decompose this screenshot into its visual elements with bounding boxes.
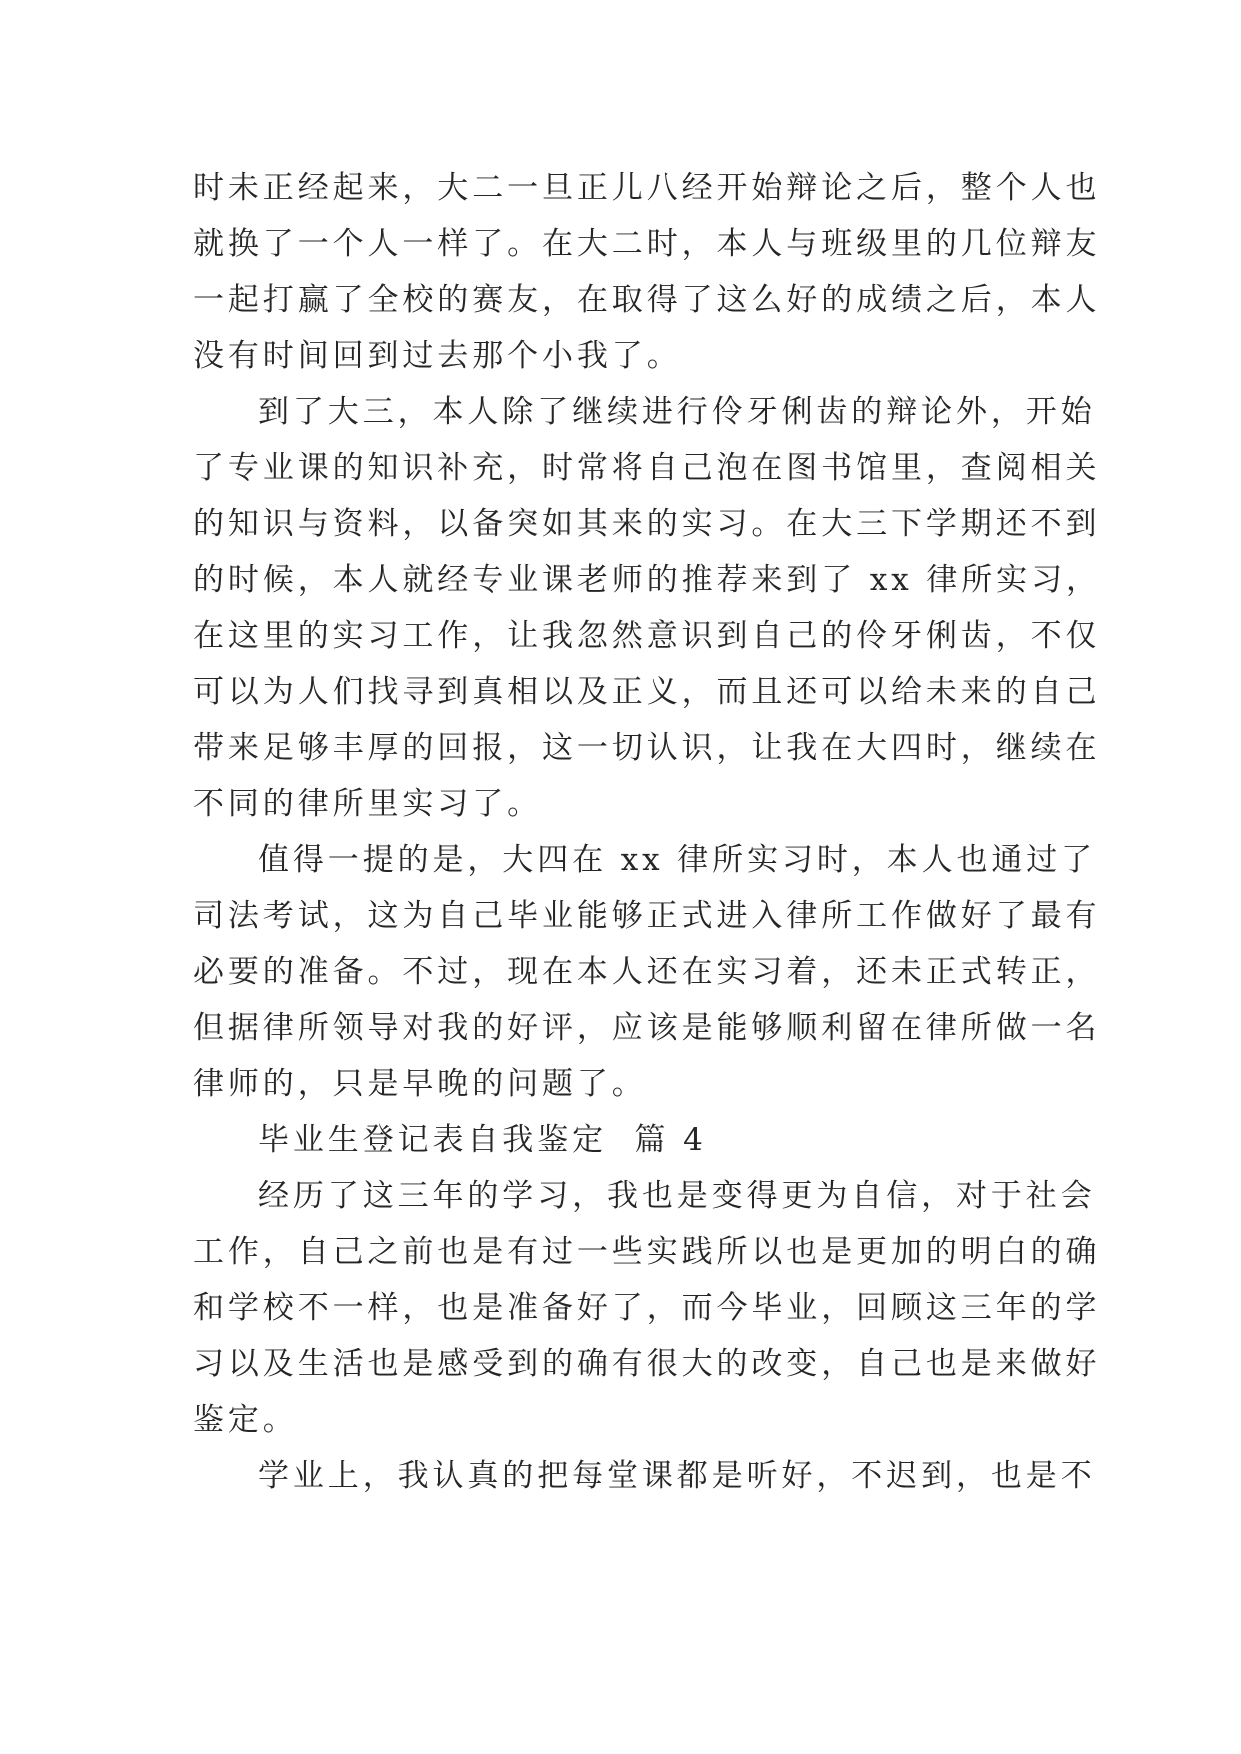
- paragraph-2-line-5: 在这里的实习工作，让我忽然意识到自己的伶牙俐齿，不仅: [193, 618, 1101, 654]
- paragraph-3-line-4: 但据律所领导对我的好评，应该是能够顺利留在律所做一名: [193, 1010, 1101, 1046]
- paragraph-2-line-7: 带来足够丰厚的回报，这一切认识，让我在大四时，继续在: [193, 730, 1101, 766]
- paragraph-3-line-3: 必要的准备。不过，现在本人还在实习着，还未正式转正，: [193, 954, 1101, 990]
- paragraph-2-line-1: 到了大三，本人除了继续进行伶牙俐齿的辩论外，开始: [258, 394, 1096, 430]
- paragraph-1-line-1: 时未正经起来，大二一旦正儿八经开始辩论之后，整个人也: [193, 170, 1101, 206]
- paragraph-5-line-1: 学业上，我认真的把每堂课都是听好，不迟到，也是不: [258, 1458, 1096, 1494]
- paragraph-4-line-3: 和学校不一样，也是准备好了，而今毕业，回顾这三年的学: [193, 1290, 1101, 1326]
- section-heading: 毕业生登记表自我鉴定 篇 4: [258, 1122, 707, 1158]
- paragraph-2-line-2: 了专业课的知识补充，时常将自己泡在图书馆里，查阅相关: [193, 450, 1101, 486]
- paragraph-4-line-4: 习以及生活也是感受到的确有很大的改变，自己也是来做好: [193, 1346, 1101, 1382]
- paragraph-4-line-2: 工作，自己之前也是有过一些实践所以也是更加的明白的确: [193, 1234, 1101, 1270]
- paragraph-2-line-6: 可以为人们找寻到真相以及正义，而且还可以给未来的自己: [193, 674, 1101, 710]
- paragraph-1-line-4: 没有时间回到过去那个小我了。: [193, 338, 682, 374]
- paragraph-3-line-5: 律师的，只是早晚的问题了。: [193, 1066, 647, 1102]
- paragraph-3-line-2: 司法考试，这为自己毕业能够正式进入律所工作做好了最有: [193, 898, 1101, 934]
- paragraph-1-line-2: 就换了一个人一样了。在大二时，本人与班级里的几位辩友: [193, 226, 1101, 262]
- paragraph-4-line-5: 鉴定。: [193, 1402, 298, 1438]
- paragraph-3-line-1: 值得一提的是，大四在 xx 律所实习时，本人也通过了: [258, 842, 1097, 878]
- paragraph-2-line-4: 的时候，本人就经专业课老师的推荐来到了 xx 律所实习，: [193, 562, 1101, 598]
- paragraph-2-line-8: 不同的律所里实习了。: [193, 786, 542, 822]
- paragraph-4-line-1: 经历了这三年的学习，我也是变得更为自信，对于社会: [258, 1178, 1096, 1214]
- paragraph-1-line-3: 一起打赢了全校的赛友，在取得了这么好的成绩之后，本人: [193, 282, 1101, 318]
- paragraph-2-line-3: 的知识与资料，以备突如其来的实习。在大三下学期还不到: [193, 506, 1101, 542]
